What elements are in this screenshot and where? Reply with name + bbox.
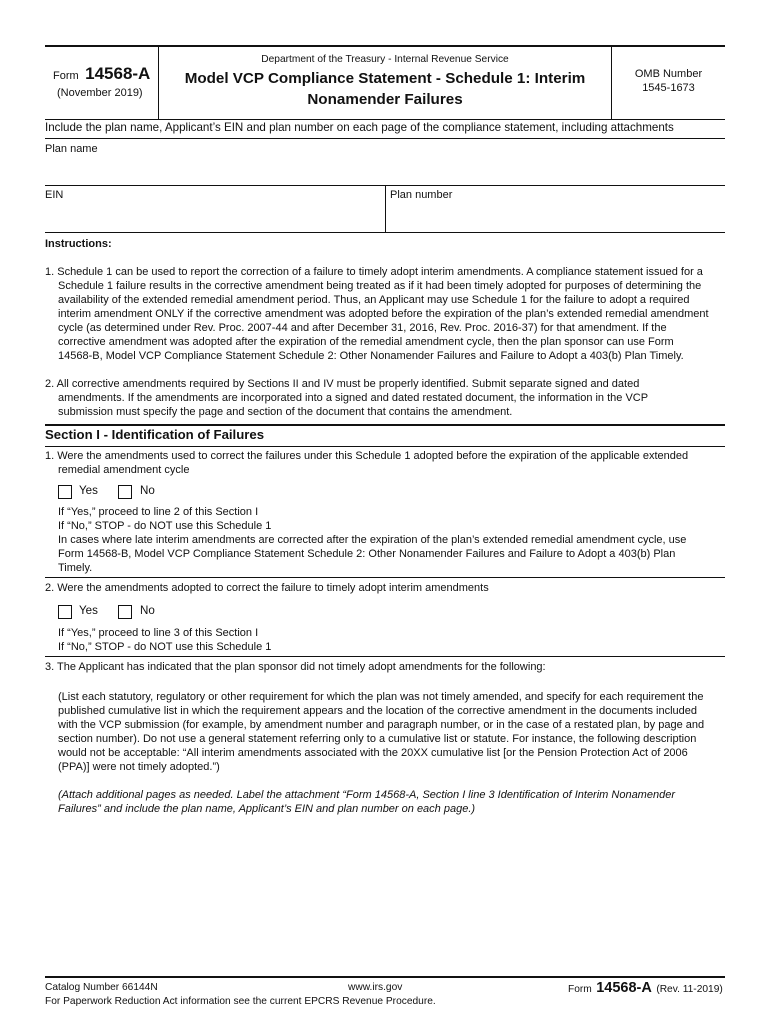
intro-text: Include the plan name, Applicant’s EIN and plan number on each page of the compliance statement, including attachments bbox=[45, 121, 674, 134]
q2-yes-checkbox[interactable] bbox=[58, 605, 72, 619]
q3-para-line: published cumulative list in which the requirement appears and the location of the corrective amendment in the documents included bbox=[58, 705, 697, 717]
q3-para-line: would not be acceptable: “All interim amendments associated with the 20XX cumulative list [or the Pension Protection Act of 2006 bbox=[58, 747, 688, 759]
instruction-1-line: interim amendment ONLY if the corrective amendment was adopted before the expiration of the plan’s extended remedial amendment bbox=[58, 308, 709, 320]
q1-note: If “Yes,” proceed to line 2 of this Section I bbox=[58, 506, 259, 518]
q2-note: If “Yes,” proceed to line 3 of this Section I bbox=[58, 627, 259, 639]
fields-bottom-rule bbox=[45, 232, 725, 233]
footer-form-number: 14568-A bbox=[596, 980, 652, 996]
ein-divider bbox=[385, 186, 386, 232]
form-number: 14568-A bbox=[85, 64, 151, 83]
instruction-2-line: amendments. If the amendments are incorporated into a signed and dated restated document, the information in the VCP bbox=[58, 392, 649, 404]
instruction-1-line: 14568-B, Model VCP Compliance Statement Schedule 2: Other Nonamender Failures and Failure to Adopt a 403(b) Plan Timely. bbox=[58, 350, 684, 362]
footer-rule bbox=[45, 976, 725, 978]
plan-name-field[interactable] bbox=[45, 156, 725, 184]
section1-top-rule bbox=[45, 424, 725, 426]
q1-note: If “No,” STOP - do NOT use this Schedule 1 bbox=[58, 520, 272, 532]
footer-form-prefix: Form bbox=[568, 984, 592, 995]
footer-form-id bbox=[568, 979, 723, 997]
footer-revision: (Rev. 11-2019) bbox=[656, 984, 723, 995]
question-3-attach-note bbox=[58, 788, 738, 816]
q1-yes-label: Yes bbox=[79, 484, 98, 497]
ein-label: EIN bbox=[45, 189, 64, 201]
question-3-instructions bbox=[58, 690, 738, 774]
instruction-1-line: corrective amendment was adopted after the expiration of the remedial amendment cycle, then the plan sponsor can use Form bbox=[58, 336, 674, 348]
question-2: 2. Were the amendments adopted to correct the failure to timely adopt interim amendments bbox=[45, 582, 489, 594]
section1-heading: Section I - Identification of Failures bbox=[45, 427, 265, 442]
paperwork-notice: For Paperwork Reduction Act information see the current EPCRS Revenue Procedure. bbox=[45, 996, 436, 1007]
q2-bottom-rule bbox=[45, 656, 725, 657]
plan-number-label: Plan number bbox=[390, 189, 453, 201]
omb-number: 1545-1673 bbox=[642, 82, 695, 94]
q1-no-label: No bbox=[140, 484, 155, 497]
q1-bottom-rule bbox=[45, 577, 725, 578]
question-1-line: remedial amendment cycle bbox=[58, 464, 190, 476]
form-date: (November 2019) bbox=[57, 87, 143, 99]
q3-para-line: with the VCP submission (for example, by amendment number and paragraph number, or in the case of a restated plan, by page and bbox=[58, 719, 705, 731]
intro-rule bbox=[45, 138, 725, 139]
form-title-line1: Model VCP Compliance Statement - Schedule 1: Interim bbox=[184, 70, 586, 87]
q2-no-label: No bbox=[140, 604, 155, 617]
agency: Department of the Treasury - Internal Revenue Service bbox=[261, 54, 509, 65]
plan-name-label: Plan name bbox=[45, 143, 98, 155]
q2-note: If “No,” STOP - do NOT use this Schedule 1 bbox=[58, 641, 272, 653]
q1-note: In cases where late interim amendments are corrected after the expiration of the plan’s extended remedial amendment cycle, use bbox=[58, 534, 687, 546]
instruction-1-line: 1. Schedule 1 can be used to report the correction of a failure to timely adopt interim amendments. A compliance statement issued for a bbox=[45, 266, 703, 278]
section1-heading-rule bbox=[45, 446, 725, 447]
q3-attach-line: (Attach additional pages as needed. Label the attachment “Form 14568-A, Section I line 3 Identification of Interim Nonamender bbox=[58, 789, 675, 801]
catalog-number: Catalog Number 66144N bbox=[45, 982, 158, 993]
q1-yes-checkbox[interactable] bbox=[58, 485, 72, 499]
q3-para-line: section number). Do not use a general statement referring only to a cumulative list or statute. For instance, the following description bbox=[58, 733, 697, 745]
instruction-1-line: cycle (as determined under Rev. Proc. 2007-44 and after December 31, 2016, Rev. Proc. 2016-37) for that amendment. If the bbox=[58, 322, 667, 334]
q3-para-line: (List each statutory, regulatory or other requirement for which the plan was not timely amended, and specify for each requirement the bbox=[58, 691, 704, 703]
q2-yes-label: Yes bbox=[79, 604, 98, 617]
q1-note: Form 14568-B, Model VCP Compliance Statement Schedule 2: Other Nonamender Failures and Failure to Adopt a 403(b) Plan bbox=[58, 548, 676, 560]
instruction-item-1 bbox=[45, 265, 735, 363]
header-top-rule bbox=[45, 45, 725, 47]
instruction-item-2 bbox=[45, 377, 735, 419]
header-bottom-rule bbox=[45, 119, 725, 120]
form-id bbox=[53, 64, 157, 84]
plan-number-field[interactable] bbox=[390, 203, 724, 231]
ein-field[interactable] bbox=[45, 203, 383, 231]
question-3: 3. The Applicant has indicated that the plan sponsor did not timely adopt amendments for the following: bbox=[45, 661, 546, 673]
instruction-1-line: Schedule 1 failure results in the corrective amendment being treated as if it had been timely adopted for purposes of determining the bbox=[58, 280, 702, 292]
form-title-line2: Nonamender Failures bbox=[307, 91, 463, 108]
q3-para-line: (PPA)] were not timely adopted.”) bbox=[58, 761, 220, 773]
instruction-2-line: submission must specify the page and section of the document that contains the amendment. bbox=[58, 406, 513, 418]
instructions-heading: Instructions: bbox=[45, 238, 112, 250]
question-1 bbox=[45, 449, 735, 477]
q3-attach-line: Failures” and include the plan name, Applicant’s EIN and plan number on each page.) bbox=[58, 803, 476, 815]
question-2-notes bbox=[58, 626, 738, 654]
question-1-line: 1. Were the amendments used to correct the failures under this Schedule 1 adopted before the expiration of the applicable extended bbox=[45, 450, 689, 462]
q1-note: Timely. bbox=[58, 562, 93, 574]
instruction-2-line: 2. All corrective amendments required by Sections II and IV must be properly identified. Submit separate signed and dated bbox=[45, 378, 640, 390]
q3-answer-area[interactable] bbox=[45, 822, 725, 972]
form-prefix: Form bbox=[53, 70, 79, 82]
irs-website: www.irs.gov bbox=[348, 982, 403, 993]
question-1-notes bbox=[58, 505, 738, 575]
q2-no-checkbox[interactable] bbox=[118, 605, 132, 619]
q1-no-checkbox[interactable] bbox=[118, 485, 132, 499]
omb-label: OMB Number bbox=[634, 68, 703, 80]
instruction-1-line: availability of the extended remedial amendment period. Thus, an Applicant may use Schedule 1 for the failure to adopt a required bbox=[58, 294, 690, 306]
